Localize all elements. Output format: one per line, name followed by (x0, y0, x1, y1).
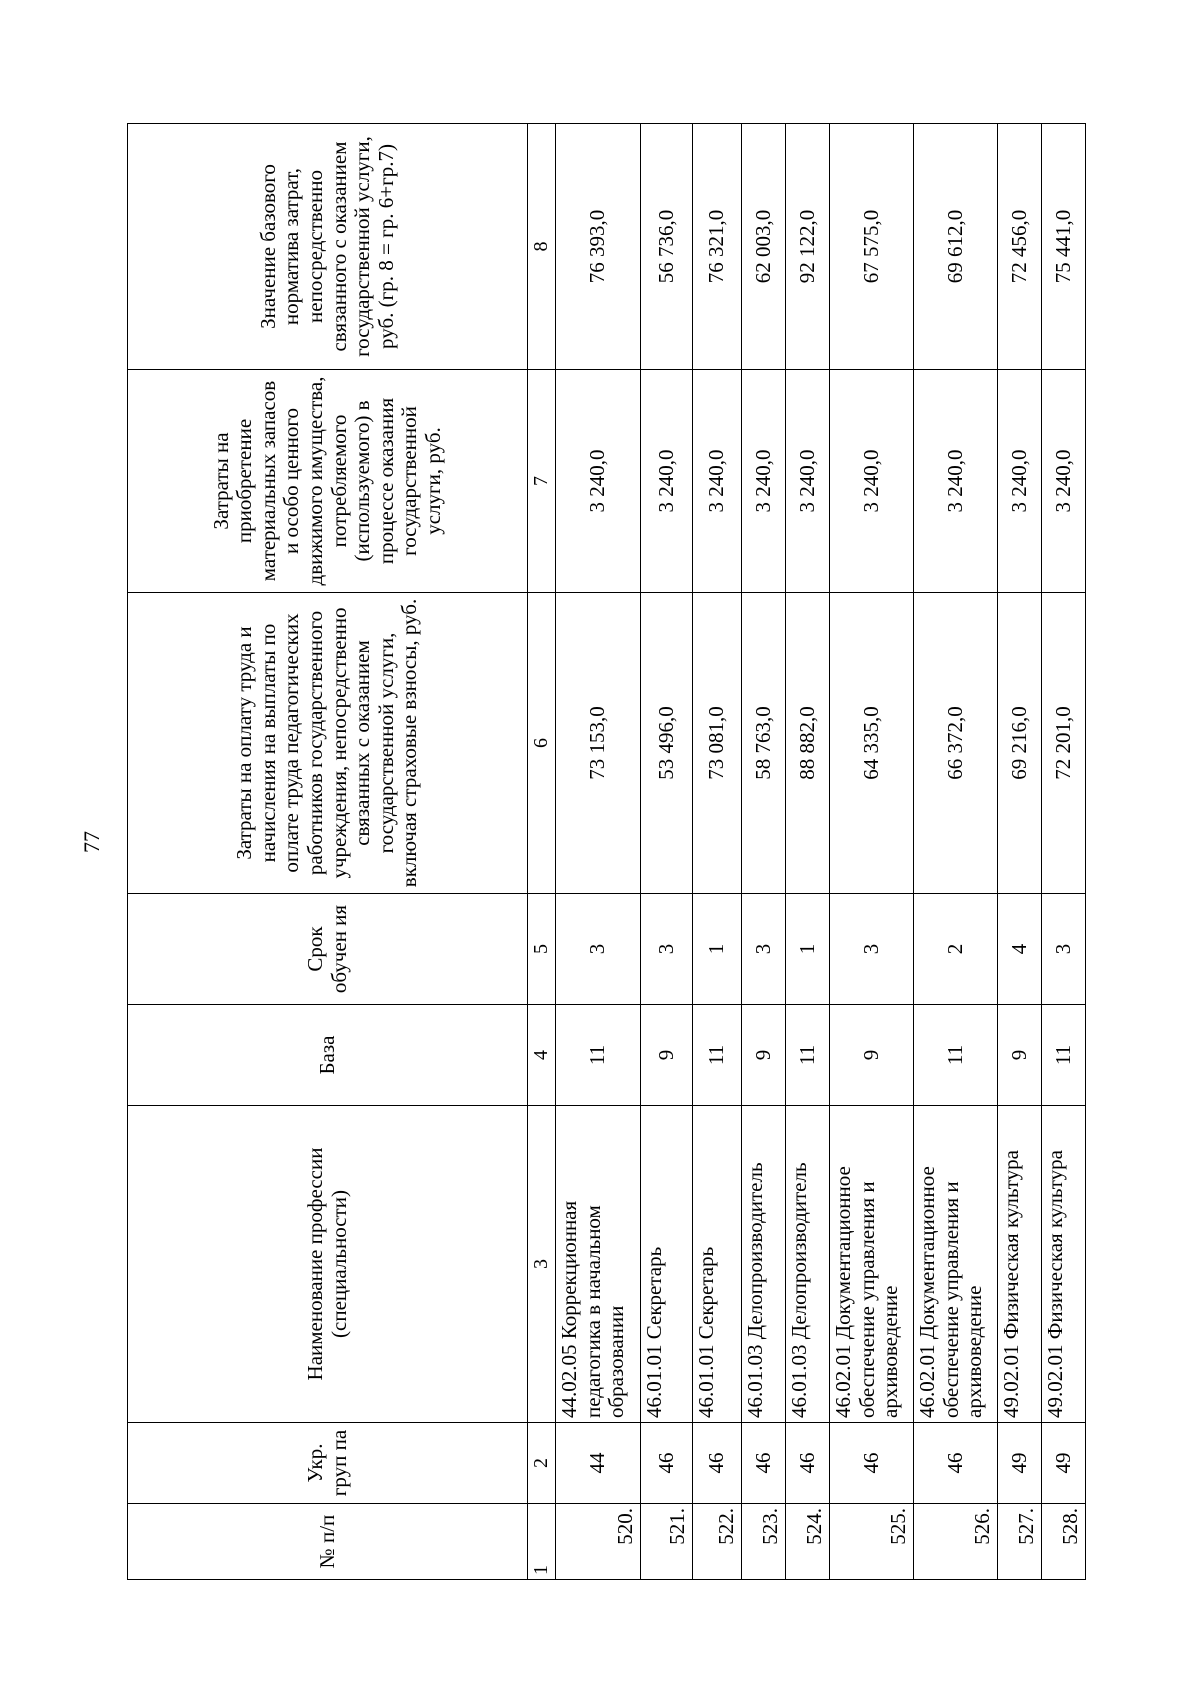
total-norm-cell: 56 736,0 (641, 124, 693, 370)
base-cell: 9 (641, 1005, 693, 1106)
labor-costs-cell: 73 081,0 (693, 593, 742, 894)
profession-name-cell: 49.02.01 Физическая культура (998, 1106, 1042, 1423)
row-number: 524. (786, 1504, 830, 1580)
labor-costs-cell: 72 201,0 (1042, 593, 1086, 894)
profession-name-cell: 46.01.03 Делопроизводитель (742, 1106, 786, 1423)
header-profession-name: Наименование профессии (специальности) (128, 1106, 528, 1423)
total-norm-cell: 92 122,0 (786, 124, 830, 370)
row-number: 527. (998, 1504, 1042, 1580)
header-base: База (128, 1005, 528, 1106)
group-cell: 44 (556, 1423, 641, 1504)
term-cell: 3 (1042, 894, 1086, 1005)
row-number: 523. (742, 1504, 786, 1580)
material-costs-cell: 3 240,0 (742, 370, 786, 593)
profession-name-cell: 46.01.01 Секретарь (693, 1106, 742, 1423)
base-cell: 11 (914, 1005, 998, 1106)
rotated-table-container (127, 124, 1083, 1580)
table-row (742, 124, 786, 1580)
row-number: 525. (830, 1504, 914, 1580)
term-cell: 2 (914, 894, 998, 1005)
column-number: 4 (528, 1005, 556, 1106)
column-number: 1 (528, 1504, 556, 1580)
base-cell: 9 (830, 1005, 914, 1106)
profession-name-cell: 49.02.01 Физическая культура (1042, 1106, 1086, 1423)
material-costs-cell: 3 240,0 (693, 370, 742, 593)
row-number: 520. (556, 1504, 641, 1580)
total-norm-cell: 69 612,0 (914, 124, 998, 370)
group-cell: 46 (914, 1423, 998, 1504)
table-row (786, 124, 830, 1580)
cost-norms-table (127, 123, 1086, 1580)
header-row-number: № п/п (128, 1504, 528, 1580)
group-cell: 46 (786, 1423, 830, 1504)
labor-costs-cell: 88 882,0 (786, 593, 830, 894)
labor-costs-cell: 58 763,0 (742, 593, 786, 894)
group-cell: 46 (742, 1423, 786, 1504)
column-number: 6 (528, 593, 556, 894)
table-row (556, 124, 641, 1580)
total-norm-cell: 67 575,0 (830, 124, 914, 370)
total-norm-cell: 62 003,0 (742, 124, 786, 370)
table-row (830, 124, 914, 1580)
labor-costs-cell: 69 216,0 (998, 593, 1042, 894)
material-costs-cell: 3 240,0 (641, 370, 693, 593)
group-cell: 46 (641, 1423, 693, 1504)
labor-costs-cell: 73 153,0 (556, 593, 641, 894)
total-norm-cell: 76 321,0 (693, 124, 742, 370)
material-costs-cell: 3 240,0 (1042, 370, 1086, 593)
column-number: 3 (528, 1106, 556, 1423)
row-number: 522. (693, 1504, 742, 1580)
term-cell: 1 (693, 894, 742, 1005)
term-cell: 3 (742, 894, 786, 1005)
material-costs-cell: 3 240,0 (914, 370, 998, 593)
total-norm-cell: 76 393,0 (556, 124, 641, 370)
column-number: 7 (528, 370, 556, 593)
table-row (693, 124, 742, 1580)
group-cell: 46 (830, 1423, 914, 1504)
base-cell: 11 (786, 1005, 830, 1106)
material-costs-cell: 3 240,0 (998, 370, 1042, 593)
term-cell: 1 (786, 894, 830, 1005)
base-cell: 9 (998, 1005, 1042, 1106)
table-header-row (128, 124, 528, 1580)
row-number: 521. (641, 1504, 693, 1580)
profession-name-cell: 46.01.03 Делопроизводитель (786, 1106, 830, 1423)
column-number: 5 (528, 894, 556, 1005)
group-cell: 46 (693, 1423, 742, 1504)
header-material-costs: Затраты на приобретение материальных запасов и особо ценного движимого имущества, потребляемого (используемого) в процессе оказания государственной услуги, руб. (128, 370, 528, 593)
base-cell: 11 (556, 1005, 641, 1106)
total-norm-cell: 72 456,0 (998, 124, 1042, 370)
base-cell: 11 (693, 1005, 742, 1106)
group-cell: 49 (1042, 1423, 1086, 1504)
term-cell: 3 (641, 894, 693, 1005)
labor-costs-cell: 66 372,0 (914, 593, 998, 894)
header-term: Срок обучен ия (128, 894, 528, 1005)
base-cell: 9 (742, 1005, 786, 1106)
term-cell: 3 (830, 894, 914, 1005)
profession-name-cell: 44.02.05 Коррекционная педагогика в начальном образовании (556, 1106, 641, 1423)
profession-name-cell: 46.02.01 Документационное обеспечение управления и архивоведение (830, 1106, 914, 1423)
labor-costs-cell: 53 496,0 (641, 593, 693, 894)
row-number: 526. (914, 1504, 998, 1580)
profession-name-cell: 46.02.01 Документационное обеспечение управления и архивоведение (914, 1106, 998, 1423)
term-cell: 3 (556, 894, 641, 1005)
table-row (641, 124, 693, 1580)
group-cell: 49 (998, 1423, 1042, 1504)
column-number: 2 (528, 1423, 556, 1504)
material-costs-cell: 3 240,0 (830, 370, 914, 593)
header-total-norm: Значение базового норматива затрат, непосредственно связанного с оказанием государственной услуги, руб. (гр. 8 = гр. 6+гр.7) (128, 124, 528, 370)
row-number: 528. (1042, 1504, 1086, 1580)
term-cell: 4 (998, 894, 1042, 1005)
total-norm-cell: 75 441,0 (1042, 124, 1086, 370)
base-cell: 11 (1042, 1005, 1086, 1106)
material-costs-cell: 3 240,0 (556, 370, 641, 593)
profession-name-cell: 46.01.01 Секретарь (641, 1106, 693, 1423)
table-row (914, 124, 998, 1580)
material-costs-cell: 3 240,0 (786, 370, 830, 593)
column-number: 8 (528, 124, 556, 370)
table-row (1042, 124, 1086, 1580)
labor-costs-cell: 64 335,0 (830, 593, 914, 894)
header-group: Укр. груп па (128, 1423, 528, 1504)
column-number-row (528, 124, 556, 1580)
page-number: 77 (79, 831, 104, 853)
table-row (998, 124, 1042, 1580)
header-labor-costs: Затраты на оплату труда и начисления на выплаты по оплате труда педагогических работников государственного учреждения, непосредственно связанных с оказанием государственной услуги, включая страховые взносы, руб. (128, 593, 528, 894)
